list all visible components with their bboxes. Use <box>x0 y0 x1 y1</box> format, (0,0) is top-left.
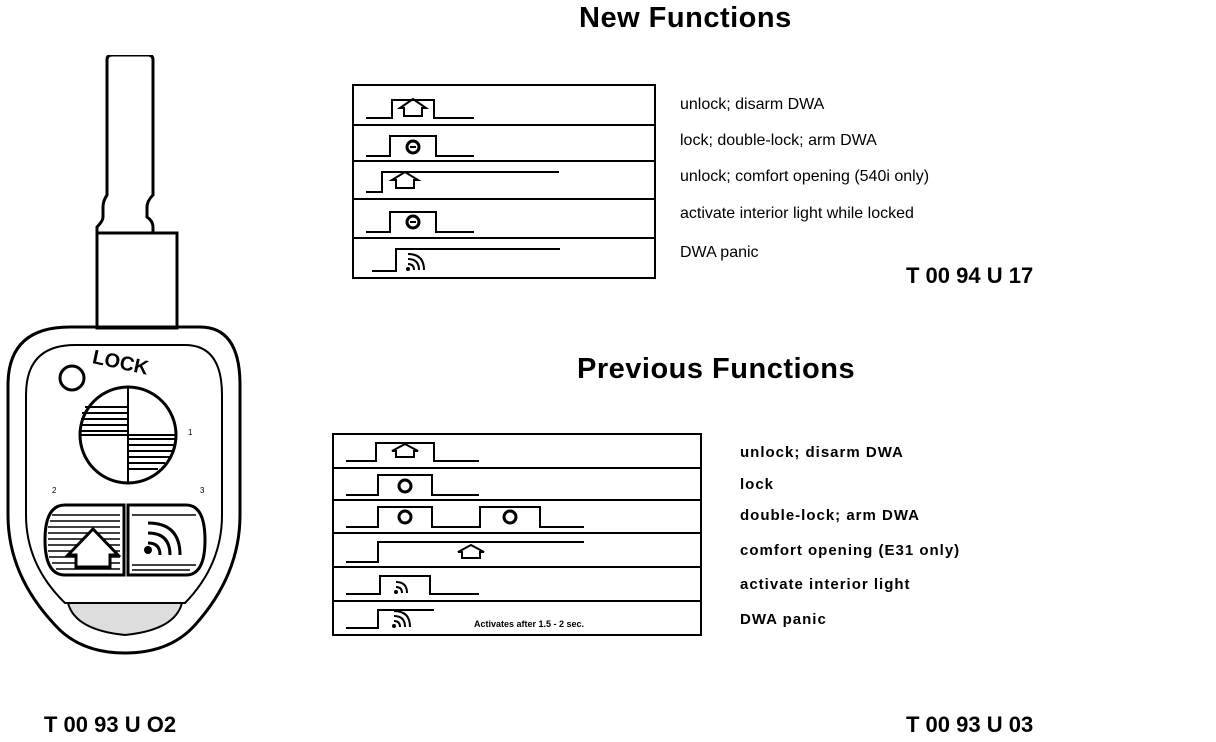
previous-function-row-2 <box>332 467 702 501</box>
key-bottom-pad <box>68 603 182 635</box>
new-function-row-5 <box>352 237 656 279</box>
prev-unlock-pulse-icon <box>334 435 700 467</box>
lock-indicator-circle <box>60 366 84 390</box>
new-function-label-3: unlock; comfort opening (540i only) <box>680 168 930 185</box>
prev-double-lock-pulse-icon <box>334 501 700 532</box>
previous-function-row-4 <box>332 532 702 568</box>
key-fob <box>0 55 250 655</box>
key-code: T 00 93 U O2 <box>44 712 177 737</box>
svg-text:1: 1 <box>188 428 193 437</box>
previous-functions-code: T 00 93 U 03 <box>906 712 1034 737</box>
interior-light-pulse-icon <box>354 200 654 237</box>
new-function-label-4: activate interior light while locked <box>680 205 914 222</box>
key-lock-label: LOCK <box>90 346 151 380</box>
key-blade <box>97 55 153 233</box>
panic-activation-note: Activates after 1.5 - 2 sec. <box>474 619 585 629</box>
previous-function-label-2: lock <box>740 476 775 493</box>
prev-lock-pulse-icon <box>334 469 700 499</box>
previous-function-row-3 <box>332 499 702 534</box>
key-shaft <box>97 233 177 328</box>
prev-panic-pulse-icon <box>334 602 700 634</box>
previous-function-label-3: double-lock; arm DWA <box>740 507 921 524</box>
comfort-pulse-icon <box>354 162 654 198</box>
prev-interior-light-pulse-icon <box>334 568 700 600</box>
new-function-row-4 <box>352 198 656 239</box>
svg-text:2: 2 <box>52 486 57 495</box>
previous-function-label-4: comfort opening (E31 only) <box>740 542 961 559</box>
new-function-row-2 <box>352 124 656 162</box>
previous-function-label-5: activate interior light <box>740 576 911 593</box>
prev-comfort-pulse-icon <box>334 534 700 566</box>
new-functions-title: New Functions <box>579 2 792 34</box>
previous-function-label-6: DWA panic <box>740 611 827 628</box>
new-function-label-2: lock; double-lock; arm DWA <box>680 132 877 149</box>
panic-pulse-icon <box>354 239 654 277</box>
unlock-pulse-icon <box>354 86 654 124</box>
new-function-label-5: DWA panic <box>680 244 759 261</box>
previous-function-row-6 <box>332 600 702 636</box>
new-functions-code: T 00 94 U 17 <box>906 263 1034 288</box>
previous-functions-title: Previous Functions <box>577 353 856 385</box>
previous-function-row-5 <box>332 566 702 602</box>
lock-pulse-icon <box>354 126 654 160</box>
new-function-row-3 <box>352 160 656 200</box>
previous-function-row-1 <box>332 433 702 469</box>
new-function-label-1: unlock; disarm DWA <box>680 96 825 113</box>
new-function-row-1 <box>352 84 656 126</box>
svg-text:3: 3 <box>200 486 205 495</box>
previous-function-label-1: unlock; disarm DWA <box>740 444 904 461</box>
